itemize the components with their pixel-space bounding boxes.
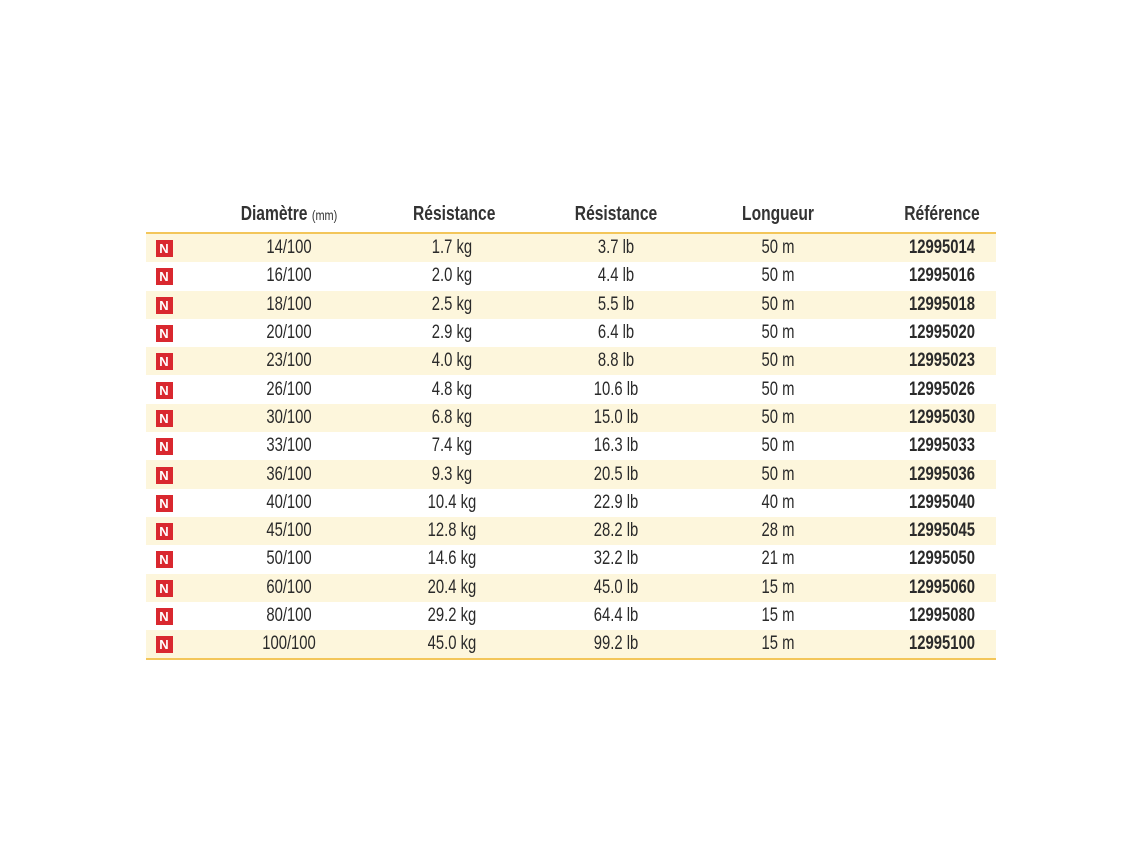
new-badge-icon: N <box>156 268 173 285</box>
cell-resistance-kg: 2.9 kg <box>431 322 473 344</box>
cell-reference: 12995016 <box>909 265 975 287</box>
cell-diameter: 40/100 <box>266 491 312 513</box>
cell-resistance-lb: 20.5 lb <box>593 463 639 485</box>
cell-resistance-kg: 9.3 kg <box>431 463 473 485</box>
cell-resistance-lb: 5.5 lb <box>597 293 635 315</box>
cell-length: 50 m <box>761 378 795 400</box>
table-row <box>146 517 996 545</box>
cell-reference: 12995045 <box>909 520 975 542</box>
new-badge-icon: N <box>156 325 173 342</box>
cell-resistance-lb: 15.0 lb <box>593 406 639 428</box>
row-badge-cell <box>146 577 176 599</box>
cell-reference: 12995026 <box>909 378 975 400</box>
row-badge-cell <box>146 265 176 287</box>
cell-resistance-kg: 2.0 kg <box>431 265 473 287</box>
new-badge-icon: N <box>156 523 173 540</box>
spec-table <box>146 196 996 660</box>
table-row <box>146 602 996 630</box>
cell-resistance-kg: 6.8 kg <box>431 406 473 428</box>
cell-reference: 12995020 <box>909 322 975 344</box>
cell-diameter: 23/100 <box>266 350 312 372</box>
cell-length: 50 m <box>761 237 795 259</box>
header-diameter-unit: (mm) <box>311 206 338 223</box>
new-badge-icon: N <box>156 551 173 568</box>
cell-reference: 12995080 <box>909 605 975 626</box>
cell-length: 50 m <box>761 265 795 287</box>
cell-reference: 12995060 <box>909 576 975 598</box>
cell-diameter: 33/100 <box>266 435 312 457</box>
cell-diameter: 100/100 <box>262 633 316 655</box>
cell-reference: 12995050 <box>909 548 975 570</box>
cell-reference: 12995036 <box>909 463 975 485</box>
table-row <box>146 545 996 573</box>
cell-resistance-lb: 4.4 lb <box>597 265 635 287</box>
cell-resistance-kg: 4.0 kg <box>431 350 473 372</box>
cell-resistance-lb: 45.0 lb <box>593 576 639 598</box>
cell-diameter: 50/100 <box>266 548 312 570</box>
cell-length: 28 m <box>761 520 795 542</box>
table-row <box>146 404 996 432</box>
new-badge-icon: N <box>156 467 173 484</box>
cell-length: 50 m <box>761 293 795 315</box>
cell-resistance-kg: 14.6 kg <box>427 548 477 570</box>
cell-diameter: 36/100 <box>266 463 312 485</box>
cell-resistance-lb: 8.8 lb <box>597 350 635 372</box>
cell-reference: 12995100 <box>909 633 975 655</box>
cell-resistance-lb: 28.2 lb <box>593 520 639 542</box>
cell-diameter: 20/100 <box>266 322 312 344</box>
cell-length: 50 m <box>761 406 795 428</box>
cell-resistance-lb: 16.3 lb <box>593 435 639 457</box>
new-badge-icon: N <box>156 608 173 625</box>
cell-reference: 12995040 <box>909 491 975 513</box>
row-badge-cell <box>146 435 176 457</box>
cell-resistance-lb: 6.4 lb <box>597 322 635 344</box>
table-row <box>146 291 996 319</box>
table-row <box>146 347 996 375</box>
row-badge-cell <box>146 407 176 429</box>
cell-reference: 12995014 <box>909 237 975 259</box>
new-badge-icon: N <box>156 240 173 257</box>
row-badge-cell <box>146 322 176 344</box>
table-row <box>146 574 996 602</box>
new-badge-icon: N <box>156 410 173 427</box>
table-row <box>146 432 996 460</box>
cell-length: 50 m <box>761 350 795 372</box>
header-reference: Référence <box>904 202 980 225</box>
cell-length: 50 m <box>761 463 795 485</box>
row-badge-cell <box>146 379 176 401</box>
cell-diameter: 60/100 <box>266 576 312 598</box>
row-badge-cell <box>146 548 176 570</box>
cell-resistance-kg: 20.4 kg <box>427 576 477 598</box>
table-row <box>146 630 996 660</box>
cell-reference: 12995023 <box>909 350 975 372</box>
table-row <box>146 375 996 403</box>
cell-resistance-kg: 45.0 kg <box>427 633 477 655</box>
cell-resistance-kg: 29.2 kg <box>427 605 477 626</box>
cell-resistance-lb: 32.2 lb <box>593 548 639 570</box>
cell-reference: 12995018 <box>909 293 975 315</box>
cell-length: 40 m <box>761 491 795 513</box>
new-badge-icon: N <box>156 495 173 512</box>
cell-diameter: 45/100 <box>266 520 312 542</box>
cell-resistance-lb: 22.9 lb <box>593 491 639 513</box>
cell-length: 15 m <box>761 605 795 626</box>
row-badge-cell <box>146 520 176 542</box>
cell-length: 21 m <box>761 548 795 570</box>
row-badge-cell <box>146 464 176 486</box>
cell-reference: 12995033 <box>909 435 975 457</box>
cell-resistance-kg: 12.8 kg <box>427 520 477 542</box>
cell-diameter: 16/100 <box>266 265 312 287</box>
new-badge-icon: N <box>156 297 173 314</box>
cell-reference: 12995030 <box>909 406 975 428</box>
cell-length: 15 m <box>761 576 795 598</box>
header-resistance-lb: Résistance <box>574 202 658 225</box>
table-header <box>146 196 996 234</box>
cell-length: 50 m <box>761 322 795 344</box>
new-badge-icon: N <box>156 580 173 597</box>
cell-resistance-kg: 10.4 kg <box>427 491 477 513</box>
row-badge-cell <box>146 237 176 259</box>
table-row <box>146 319 996 347</box>
table-row <box>146 489 996 517</box>
cell-diameter: 80/100 <box>266 605 312 626</box>
new-badge-icon: N <box>156 353 173 370</box>
cell-resistance-lb: 64.4 lb <box>593 605 639 626</box>
cell-resistance-lb: 99.2 lb <box>593 633 639 655</box>
header-resistance-kg: Résistance <box>413 202 496 225</box>
row-badge-cell <box>146 350 176 372</box>
header-length: Longueur <box>742 202 814 225</box>
cell-diameter: 26/100 <box>266 378 312 400</box>
row-badge-cell <box>146 633 176 655</box>
cell-length: 15 m <box>761 633 795 655</box>
table-row <box>146 234 996 262</box>
header-diameter <box>201 203 377 226</box>
row-badge-cell <box>146 492 176 514</box>
cell-diameter: 14/100 <box>266 237 312 259</box>
cell-resistance-kg: 2.5 kg <box>431 293 473 315</box>
cell-diameter: 30/100 <box>266 406 312 428</box>
new-badge-icon: N <box>156 438 173 455</box>
row-badge-cell <box>146 294 176 316</box>
cell-resistance-kg: 4.8 kg <box>431 378 473 400</box>
cell-resistance-kg: 7.4 kg <box>431 435 473 457</box>
row-badge-cell <box>146 605 176 627</box>
cell-diameter: 18/100 <box>266 293 312 315</box>
cell-length: 50 m <box>761 435 795 457</box>
cell-resistance-lb: 3.7 lb <box>597 237 635 259</box>
table-row <box>146 262 996 290</box>
header-diameter-label: Diamètre <box>240 202 308 225</box>
cell-resistance-lb: 10.6 lb <box>593 378 639 400</box>
new-badge-icon: N <box>156 382 173 399</box>
cell-resistance-kg: 1.7 kg <box>431 237 473 259</box>
table-row <box>146 460 996 488</box>
new-badge-icon: N <box>156 636 173 653</box>
table-body <box>146 234 996 660</box>
